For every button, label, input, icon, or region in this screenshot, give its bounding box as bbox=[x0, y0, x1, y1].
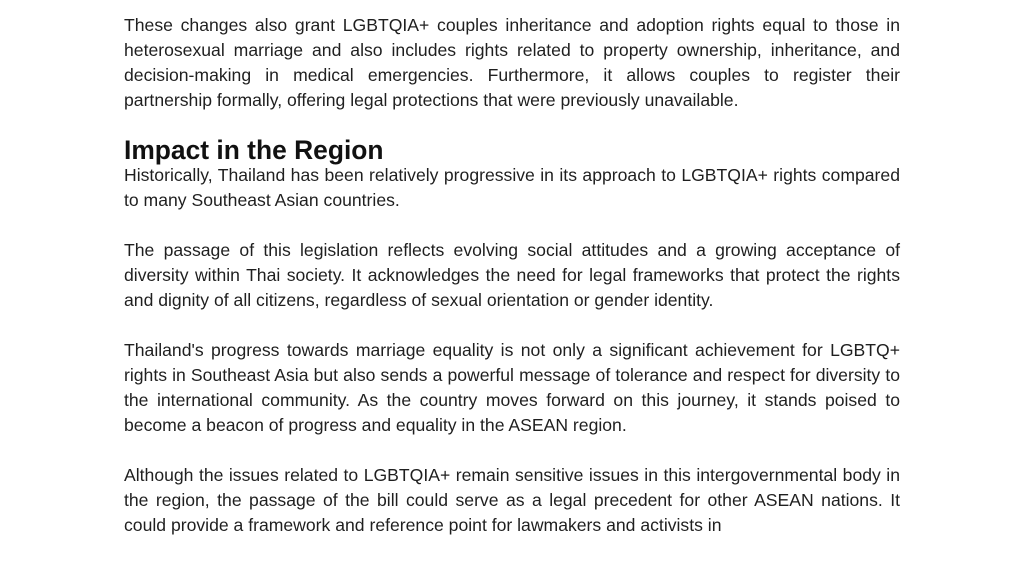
paragraph-progress: Thailand's progress towards marriage equality is not only a significant achievement for LGBTQ+ rights in Southeast Asia but also sends a powerful message of tolerance and respect for diversity to the international community. As the country moves forward on this journey, it stands poised to become a beacon of progress and equality in the ASEAN region. bbox=[124, 340, 900, 435]
paragraph-historically: Historically, Thailand has been relatively progressive in its approach to LGBTQIA+ rights compared to many Southeast Asian countries. bbox=[124, 165, 900, 210]
section-heading: Impact in the Region bbox=[124, 135, 384, 165]
paragraph-asean: Although the issues related to LGBTQIA+ remain sensitive issues in this intergovernmental body in the region, the passage of the bill could serve as a legal precedent for other ASEAN nations. It could provide a framework and reference point for lawmakers and activists in bbox=[124, 465, 900, 535]
paragraph-legislation: The passage of this legislation reflects evolving social attitudes and a growing acceptance of diversity within Thai society. It acknowledges the need for legal frameworks that protect the rights and dignity of all citizens, regardless of sexual orientation or gender identity. bbox=[124, 240, 900, 310]
paragraph-rights: These changes also grant LGBTQIA+ couples inheritance and adoption rights equal to those in heterosexual marriage and also includes rights related to property ownership, inheritance, and decision-making in medical emergencies. Furthermore, it allows couples to register their partnership formally, offering legal protections that were previously unavailable. bbox=[124, 15, 900, 110]
document-body bbox=[124, 13, 900, 563]
